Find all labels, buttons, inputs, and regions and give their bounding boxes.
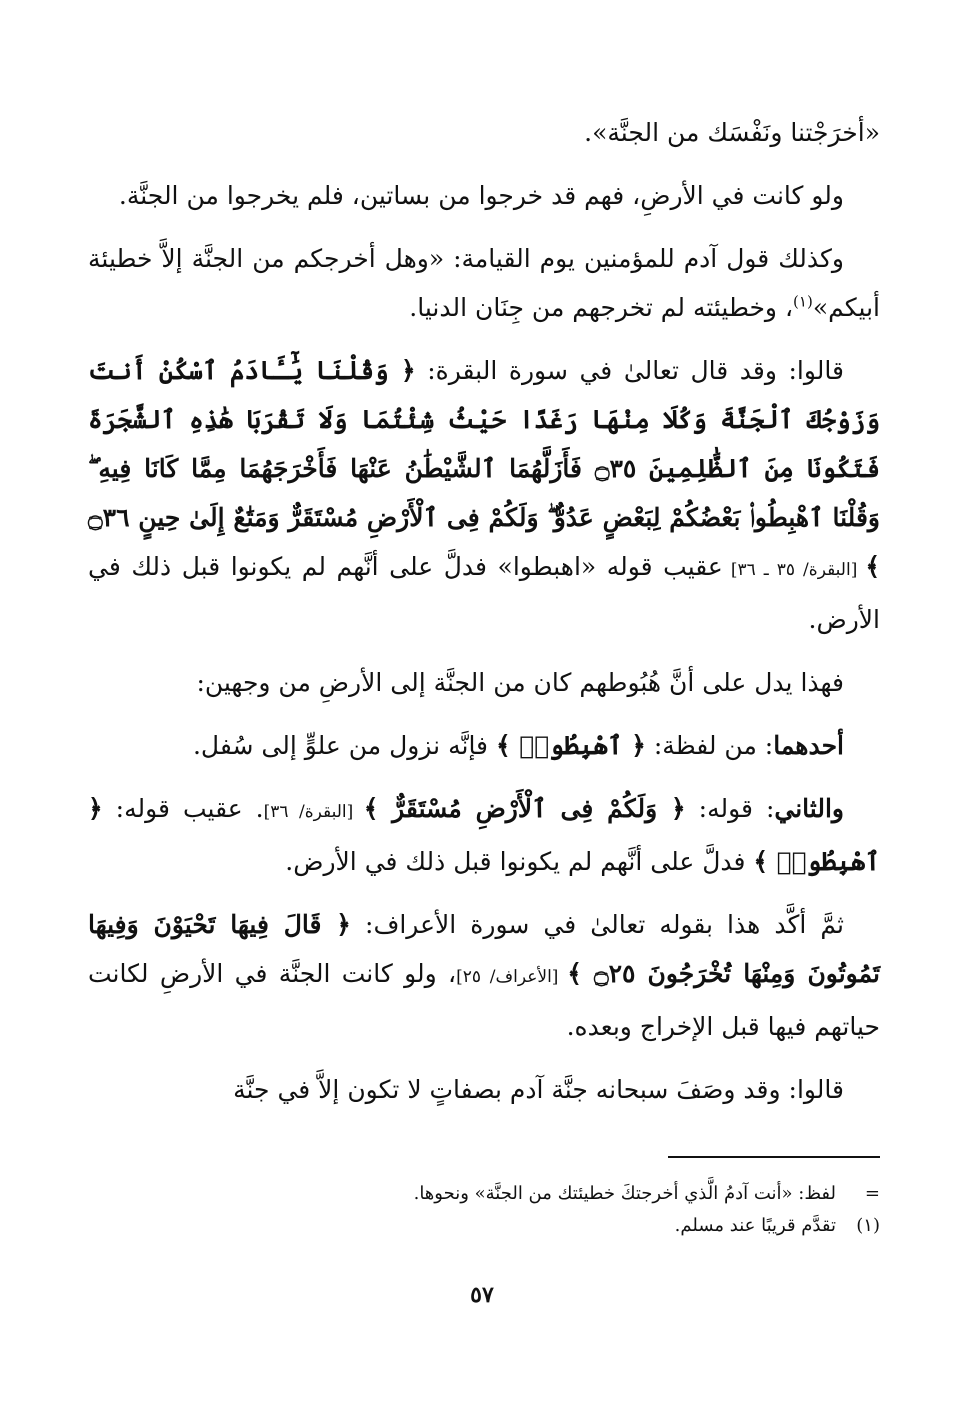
verse-reference: [البقرة/ ٣٦] bbox=[263, 802, 364, 822]
paragraph-6 bbox=[88, 721, 880, 770]
paragraph-9 bbox=[88, 1065, 880, 1114]
footnote-text: تقدَّم قريبًا عند مسلم. bbox=[674, 1215, 836, 1236]
point-label-second: والثاني bbox=[774, 794, 844, 823]
paragraph-7 bbox=[88, 784, 880, 886]
verse-reference: [الأعراف/ ٢٥] bbox=[456, 967, 568, 987]
quran-verse-mustaqar: ﴿ وَلَكُمْ فِى ٱلْأَرْضِ مُسْتَقَرٌّ ﴾ bbox=[363, 794, 686, 823]
paragraph-2-text: ولو كانت في الأرضِ، فهم قد خرجوا من بساتين، فلم يخرجوا من الجنَّة. bbox=[118, 181, 844, 210]
point-label-first: أحدهما bbox=[773, 731, 844, 760]
paragraph-6-text: : من لفظة: bbox=[645, 731, 774, 760]
footnote-mark: (١) bbox=[856, 1215, 880, 1236]
paragraph-7-text: : قوله: bbox=[685, 794, 775, 823]
paragraph-7-mid: . عقيب قوله: bbox=[102, 794, 264, 823]
footnote-1 bbox=[88, 1210, 880, 1242]
paragraph-3 bbox=[88, 234, 880, 332]
paragraph-8-lead: ثمَّ أكَّد هذا بقوله تعالىٰ في سورة الأعراف: bbox=[350, 910, 844, 939]
paragraph-4 bbox=[88, 346, 880, 644]
paragraph-9-text: قالوا: وقد وصَفَ سبحانه جنَّة آدم بصفاتٍ لا تكون إلاَّ في جنَّة bbox=[233, 1075, 844, 1104]
paragraph-4-tail: عقيب قوله «اهبطوا» فدلَّ على أنَّهم لم يكونوا قبل ذلك في الأرض. bbox=[88, 552, 880, 634]
paragraph-5 bbox=[88, 658, 880, 707]
footnote-reference: (١) bbox=[793, 292, 813, 311]
paragraph-5-text: فهذا يدل على أنَّ هُبُوطهم كان من الجنَّة إلى الأرضِ من وجهين: bbox=[196, 668, 844, 697]
paragraph-7-tail: فدلَّ على أنَّهم لم يكونوا قبل ذلك في الأرض. bbox=[285, 847, 754, 876]
paragraph-3-text: وكذلك قول آدم للمؤمنين يوم القيامة: «وهل أخرجكم من الجنَّة إلاَّ خطيئة أبيكم» bbox=[88, 244, 880, 322]
paragraph-6-tail: فإنَّه نزول من علوٍّ إلى سُفل. bbox=[192, 731, 496, 760]
footnotes bbox=[88, 1178, 880, 1242]
paragraph-1-text: «أخرَجْتنا ونَفْسَك من الجنَّة». bbox=[584, 118, 880, 147]
paragraph-1 bbox=[88, 108, 880, 157]
main-text bbox=[88, 108, 880, 1128]
quran-verse-ihbitu: ﴿ ٱهْبِطُوا۟ ﴾ bbox=[495, 731, 646, 760]
paragraph-4-lead: قالوا: وقد قال تعالىٰ في سورة البقرة: bbox=[415, 356, 844, 385]
paragraph-8 bbox=[88, 900, 880, 1051]
footnote-continuation bbox=[88, 1178, 880, 1210]
paragraph-3-text-after: ، وخطيئته لم تخرجهم من جِنَان الدنيا. bbox=[409, 293, 794, 322]
quran-verse-araf: ﴿ قَالَ فِيهَا تَحْيَوْنَ وَفِيهَا تَمُوتُونَ وَمِنْهَا تُخْرَجُونَ ۝٢٥ ﴾ bbox=[88, 910, 880, 988]
footnote-divider bbox=[668, 1156, 880, 1158]
paragraph-8-tail: ، ولو كانت الجنَّة في الأرضِ لكانت حياتهم فيها قبل الإخراج وبعده. bbox=[88, 959, 880, 1041]
footnote-text: لفظ: «أنت آدمُ الَّذي أخرجتكَ خطيئتك من الجنَّة» ونحوها. bbox=[413, 1183, 836, 1204]
quran-verse-ihbitu-2: ﴿ ٱهْبِطُوا۟ ﴾ bbox=[88, 794, 880, 876]
verse-reference: [البقرة/ ٣٥ ـ ٣٦] bbox=[722, 560, 866, 580]
paragraph-2 bbox=[88, 171, 880, 220]
quran-verse-baqarah: ﴿ وَقُلْنَا يَٰٓـَٔادَمُ ٱسْكُنْ أَنتَ وَزَوْجُكَ ٱلْجَنَّةَ وَكُلَا مِنْهَا رَغَدًا حَيْثُ شِئْتُمَا وَلَا تَقْرَبَا هَٰذِهِ ٱلشَّجَرَةَ فَتَكُونَا مِنَ ٱلظَّٰلِمِينَ ۝٣٥ فَأَزَلَّهُمَا ٱلشَّيْطَٰنُ عَنْهَا فَأَخْرَجَهُمَا مِمَّا كَانَا فِيهِ ۖ وَقُلْنَا ٱهْبِطُوا۟ بَعْضُكُمْ لِبَعْضٍ عَدُوٌّ ۖ وَلَكُمْ فِى ٱلْأَرْضِ مُسْتَقَرٌّ وَمَتَٰعٌ إِلَىٰ حِينٍ ۝٣٦ ﴾ bbox=[88, 356, 881, 581]
footnote-mark: = bbox=[864, 1183, 880, 1204]
page-number: ٥٧ bbox=[470, 1282, 494, 1308]
